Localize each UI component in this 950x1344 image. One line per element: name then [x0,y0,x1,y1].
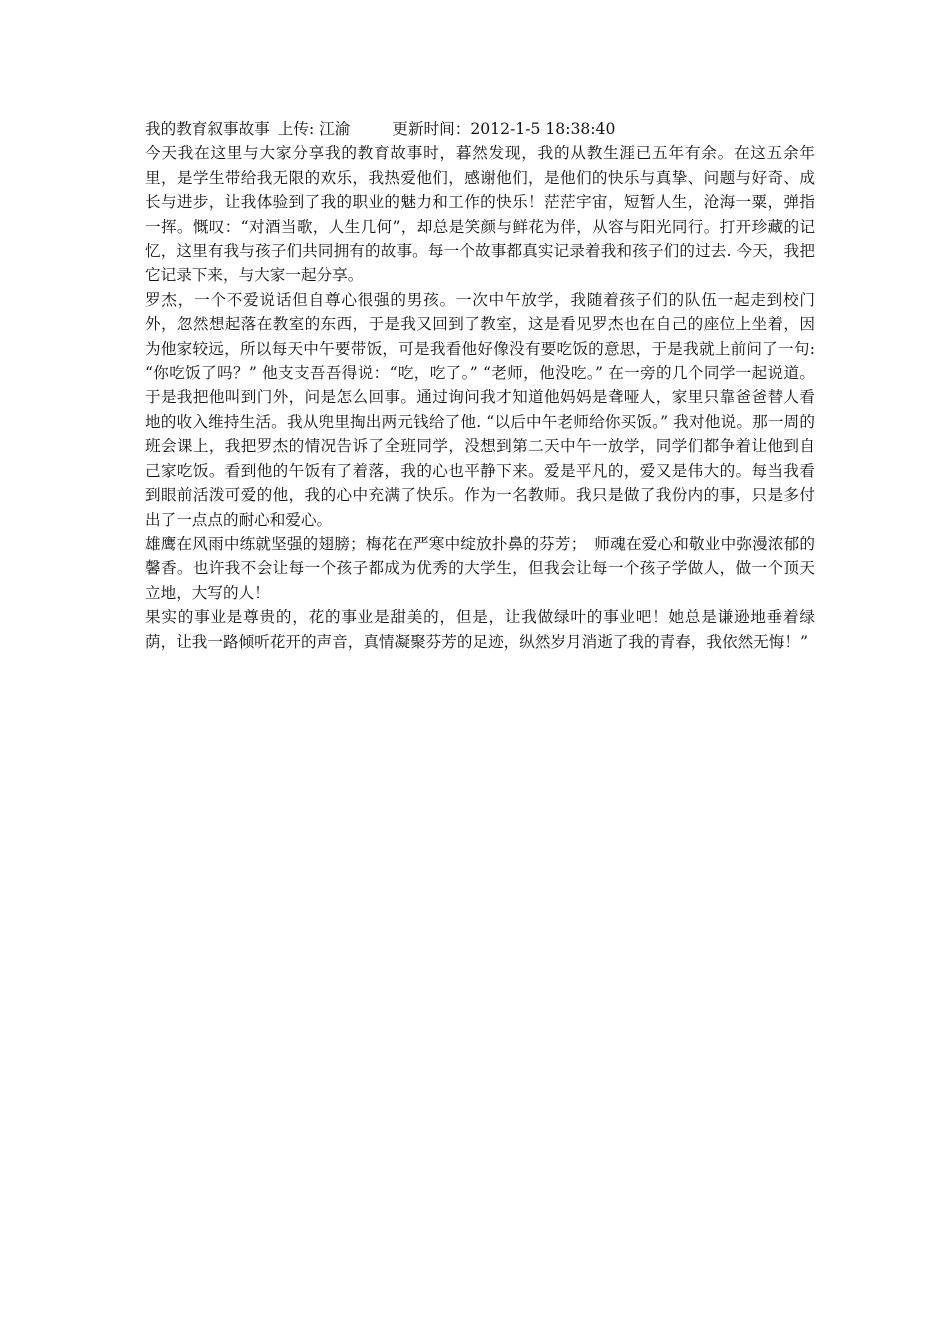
article-header [145,117,815,141]
paragraph: 雄鹰在风雨中练就坚强的翅膀；梅花在严寒中绽放扑鼻的芬芳； 师魂在爱心和敬业中弥漫浓郁的馨香。也许我不会让每一个孩子都成为优秀的大学生，但我会让每一个孩子学做人，做一个顶天立地，大写的人！ [145,534,815,602]
article-title: 我的教育叙事故事 [145,120,270,138]
updated-time: 更新时间：2012-1-5 18:38:40 [392,120,616,138]
paragraph: 今天我在这里与大家分享我的教育故事时，暮然发现，我的从教生涯已五年有余。在这五余年里，是学生带给我无限的欢乐，我热爱他们，感谢他们，是他们的快乐与真挚、问题与好奇、成长与进步，让我体验到了我的职业的魅力和工作的快乐！茫茫宇宙，短暂人生，沧海一粟，弹指一挥。慨叹：“对酒当歌，人生几何”，却总是笑颜与鲜花为伴，从容与阳光同行。打开珍藏的记忆，这里有我与孩子们共同拥有的故事。每一个故事都真实记录着我和孩子们的过去. 今天，我把它记录下来，与大家一起分享。 [145,144,815,285]
paragraph: 果实的事业是尊贵的，花的事业是甜美的，但是，让我做绿叶的事业吧！她总是谦逊地垂着绿荫，让我一路倾听花开的声音，真情凝聚芬芳的足迹，纵然岁月消逝了我的青春，我依然无悔！” [145,608,815,651]
article-body [145,117,815,654]
uploader-label: 上传: 江渝 [277,120,351,138]
paragraph: 罗杰，一个不爱说话但自尊心很强的男孩。一次中午放学，我随着孩子们的队伍一起走到校门外，忽然想起落在教室的东西，于是我又回到了教室，这是看见罗杰也在自己的座位上坐着，因为他家较远，所以每天中午要带饭，可是我看他好像没有要吃饭的意思，于是我就上前问了一句: “你吃饭了吗？” 他支支吾吾得说：“吃，吃了。” “老师，他没吃。” 在一旁的几个同学一起说道。于是我把他叫到门外，问是怎么回事。通过询问我才知道他妈妈是聋哑人，家里只靠爸爸替人看地的收入维持生活。我从兜里掏出两元钱给了他. “以后中午老师给你买饭。” 我对他说。那一周的班会课上，我把罗杰的情况告诉了全班同学，没想到第二天中午一放学，同学们都争着让他到自己家吃饭。看到他的午饭有了着落，我的心也平静下来。爱是平凡的，爱又是伟大的。每当我看到眼前活泼可爱的他，我的心中充满了快乐。作为一名教师。我只是做了我份内的事，只是多付出了一点点的耐心和爱心。 [145,290,815,529]
